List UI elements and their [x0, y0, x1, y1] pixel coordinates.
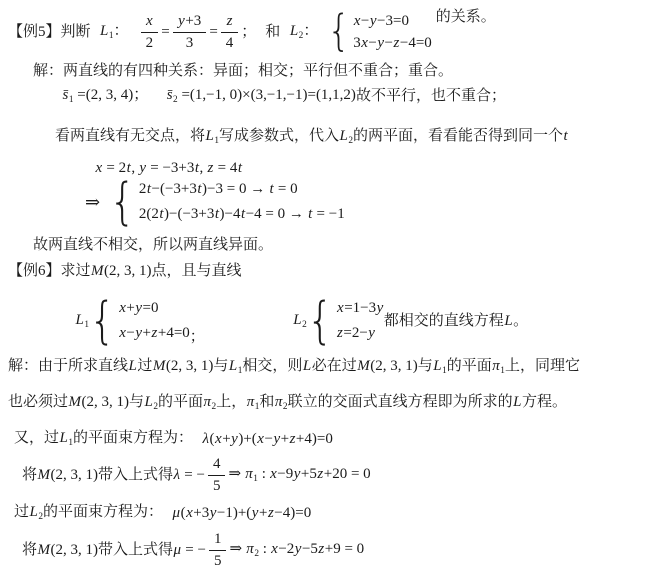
example5-solution-intro	[33, 60, 453, 82]
lambda-value: λ = −	[173, 466, 205, 483]
fraction-x-2	[141, 12, 159, 53]
system-equation: x−y+z+4=0	[119, 325, 190, 341]
example5-tag: 【例5】判断	[8, 23, 91, 40]
system-rows	[119, 299, 190, 343]
system-rows	[353, 12, 432, 53]
heading-tail: 的关系。	[435, 9, 496, 25]
vectors-conclusion: 故不平行，也不重合；	[355, 87, 506, 104]
system-equation: 2t−(−3+3t)−3 = 0 → t = 0	[138, 181, 298, 198]
fraction-numerator: x	[141, 12, 159, 33]
line1-label: $L_1$：	[100, 23, 129, 42]
fraction-denominator: 4	[225, 34, 234, 51]
vector-s1: $s̄_1 =(2$, 3, 4)；	[62, 87, 149, 106]
example5-check-line	[55, 126, 568, 148]
example6-substitute1	[22, 453, 371, 497]
left-brace: {	[89, 291, 116, 350]
l2-system	[306, 291, 384, 350]
system-equation: x−y−3=0	[353, 12, 409, 29]
vector-s2: $s̄_2 =(1,-1$, 0)×(3,−1,−1)=(1,1,2)	[166, 87, 356, 106]
substitute2-prefix: 将M(2, 3, 1)带入上式得	[22, 541, 174, 558]
fraction-denominator: 5	[213, 552, 222, 569]
l1-label: $L_1$	[75, 312, 89, 331]
check-text: 看两直线有无交点，将$L_1$写成参数式，代入$L_2$的两平面，看看能否得到同一个t	[55, 128, 568, 147]
fraction-denominator: 3	[185, 34, 194, 51]
systems-tail: 都相交的直线方程L。	[383, 312, 529, 329]
pencil2-equation: μ(x+3y−1)+(y+z−4)=0	[172, 504, 312, 521]
example5-heading	[8, 4, 496, 60]
example6-pencil1	[14, 427, 333, 451]
solution-text: 解：由于所求直线L过M(2, 3, 1)与$L_1$相交，则L必在过M(2, 3, 1)与$L_1$的平面$\pi_1$上，同理它	[8, 358, 580, 377]
example6-line-systems	[75, 293, 528, 349]
plane2-result: ⇒ $\pi_2$ : x−2y−5z+9 = 0	[229, 541, 365, 560]
left-brace: {	[109, 172, 136, 231]
fraction-4-5	[208, 455, 226, 496]
fraction-numerator: 4	[208, 455, 226, 476]
fraction-y3-3	[173, 12, 207, 53]
substitution-system	[109, 172, 345, 231]
plane1-result: ⇒ $\pi_1$ : x−9y+5z+20 = 0	[228, 466, 371, 485]
example6-tag: 【例6】求过	[8, 262, 91, 279]
system-equation: 2(2t)−(−3+3t)−4t−4 = 0 → t = −1	[138, 206, 345, 222]
solution-text: 也必须过M(2, 3, 1)与$L_2$的平面$\pi_2$上，$\pi_1$和$\pi_2$联立的交面式直线方程即为所求的L方程。	[8, 394, 567, 413]
equals-sign: =	[209, 23, 218, 40]
heading-suffix: 点，且与直线	[151, 262, 242, 279]
example5-conclusion	[33, 234, 273, 256]
line2-label: $L_2$：	[289, 23, 319, 42]
parametric-equations: x = 2t, y = −3+3t, z = 4t	[95, 159, 243, 176]
line2-equation-system	[327, 7, 432, 56]
and-word: 和	[265, 23, 281, 40]
system-equation: 3x−y−z−4=0	[353, 34, 432, 51]
conclusion-text: 故两直线不相交，所以两直线异面。	[33, 236, 274, 253]
system-equation: z=2−y	[337, 325, 375, 341]
semicolon: ；	[189, 329, 205, 346]
fraction-denominator: 2	[145, 34, 154, 51]
fraction-numerator: z	[221, 12, 238, 33]
fraction-numerator: y+3	[173, 12, 207, 33]
implies-arrow: ⇒	[85, 191, 101, 212]
pencil2-prefix: 过$L_2$的平面束方程为：	[14, 504, 164, 523]
example6-solution-line1	[8, 355, 580, 379]
left-brace: {	[306, 291, 334, 350]
example6-substitute2	[22, 528, 364, 572]
fraction-denominator: 5	[212, 477, 221, 494]
substitute1-prefix: 将M(2, 3, 1)带入上式得	[22, 466, 174, 483]
example5-substitution	[85, 172, 345, 231]
example5-direction-vectors	[62, 85, 506, 107]
pencil1-prefix: 又，过$L_1$的平面束方程为：	[14, 430, 194, 449]
left-brace: {	[327, 7, 351, 56]
example6-pencil2	[14, 501, 311, 525]
l1-system	[89, 291, 190, 350]
fraction-numerator: 1	[209, 530, 227, 551]
system-equation: x=1−3y	[337, 300, 384, 317]
solution-text: 解：两直线的有四种关系：异面；相交；平行但不重合；重合。	[33, 62, 454, 79]
semicolon: ；	[241, 23, 257, 40]
example6-heading	[8, 258, 242, 284]
pencil1-equation: λ(x+y)+(x−y+z+4)=0	[202, 430, 333, 447]
point-m: M(2, 3, 1)	[91, 262, 152, 279]
mu-value: μ = −	[173, 541, 206, 558]
l2-label: $L_2$	[293, 312, 307, 331]
system-rows	[337, 299, 384, 343]
fraction-z-4	[221, 12, 239, 53]
system-equation: x+y=0	[119, 300, 159, 317]
equals-sign: =	[161, 23, 170, 40]
fraction-1-5	[209, 530, 227, 571]
system-rows	[139, 180, 345, 224]
example6-solution-line2	[8, 391, 567, 415]
